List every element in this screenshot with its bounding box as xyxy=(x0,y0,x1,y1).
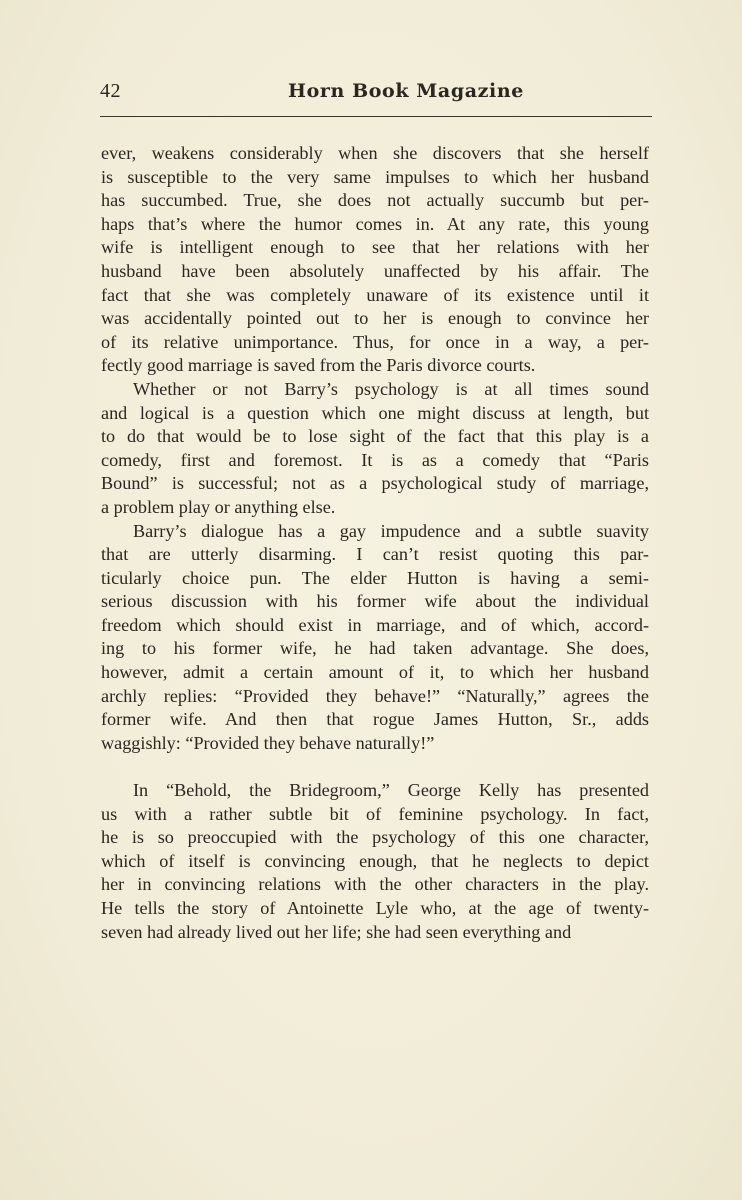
text-line: has succumbed. True, she does not actually succumb but per- xyxy=(101,190,649,211)
text-line: to do that would be to lose sight of the fact that this play is a xyxy=(101,426,649,447)
text-line: Barry’s dialogue has a gay impudence and a subtle suavity xyxy=(133,520,649,541)
text-line: fact that she was completely unaware of its existence until it xyxy=(101,284,649,305)
page-header xyxy=(100,78,652,118)
text-line: is susceptible to the very same impulses to which her husband xyxy=(101,166,649,187)
running-title: Horn Book Magazine xyxy=(288,80,524,102)
text-line: waggishly: “Provided they behave naturally!” xyxy=(101,732,435,753)
text-line: of its relative unimportance. Thus, for once in a way, a per- xyxy=(101,331,649,352)
text-line: archly replies: “Provided they behave!” “Naturally,” agrees the xyxy=(101,685,649,706)
text-line: wife is intelligent enough to see that her relations with her xyxy=(101,237,649,258)
text-line: ticularly choice pun. The elder Hutton is having a semi- xyxy=(101,567,649,588)
text-line: Whether or not Barry’s psychology is at all times sound xyxy=(133,378,649,399)
text-line: however, admit a certain amount of it, to which her husband xyxy=(101,662,649,683)
paragraph xyxy=(101,779,649,944)
text-line: He tells the story of Antoinette Lyle who, at the age of twenty- xyxy=(101,898,649,918)
text-line: a problem play or anything else. xyxy=(101,496,336,517)
article-body xyxy=(101,142,649,944)
text-line: former wife. And then that rogue James Hutton, Sr., adds xyxy=(101,709,649,730)
text-line: seven had already lived out her life; she had seen everything and xyxy=(101,921,572,942)
page-number: 42 xyxy=(100,80,121,102)
text-line: her in convincing relations with the other characters in the play. xyxy=(101,874,649,895)
text-line: was accidentally pointed out to her is enough to convince her xyxy=(101,308,649,329)
text-line: us with a rather subtle bit of feminine psychology. In fact, xyxy=(101,803,649,824)
paragraph-gap xyxy=(101,755,649,779)
text-line: husband have been absolutely unaffected by his affair. The xyxy=(101,260,649,281)
text-line: haps that’s where the humor comes in. At any rate, this young xyxy=(101,213,649,234)
text-line: comedy, first and foremost. It is as a comedy that “Paris xyxy=(101,449,649,470)
text-line: and logical is a question which one might discuss at length, but xyxy=(101,402,649,423)
text-line: which of itself is convincing enough, that he neglects to depict xyxy=(101,850,649,871)
text-line: In “Behold, the Bridegroom,” George Kelly has presented xyxy=(133,780,649,801)
paragraph xyxy=(101,378,649,520)
header-rule xyxy=(100,116,652,117)
paragraph xyxy=(101,520,649,756)
text-line: ing to his former wife, he had taken advantage. She does, xyxy=(101,638,649,659)
text-line: Bound” is successful; not as a psychological study of marriage, xyxy=(101,473,649,494)
paragraph xyxy=(101,142,649,378)
text-line: that are utterly disarming. I can’t resist quoting this par- xyxy=(101,544,649,565)
text-line: freedom which should exist in marriage, and of which, accord- xyxy=(101,614,649,635)
text-line: he is so preoccupied with the psychology of this one character, xyxy=(101,827,649,848)
text-line: ever, weakens considerably when she discovers that she herself xyxy=(101,143,649,163)
text-line: serious discussion with his former wife about the individual xyxy=(101,591,649,612)
text-line: fectly good marriage is saved from the Paris divorce courts. xyxy=(101,355,536,376)
